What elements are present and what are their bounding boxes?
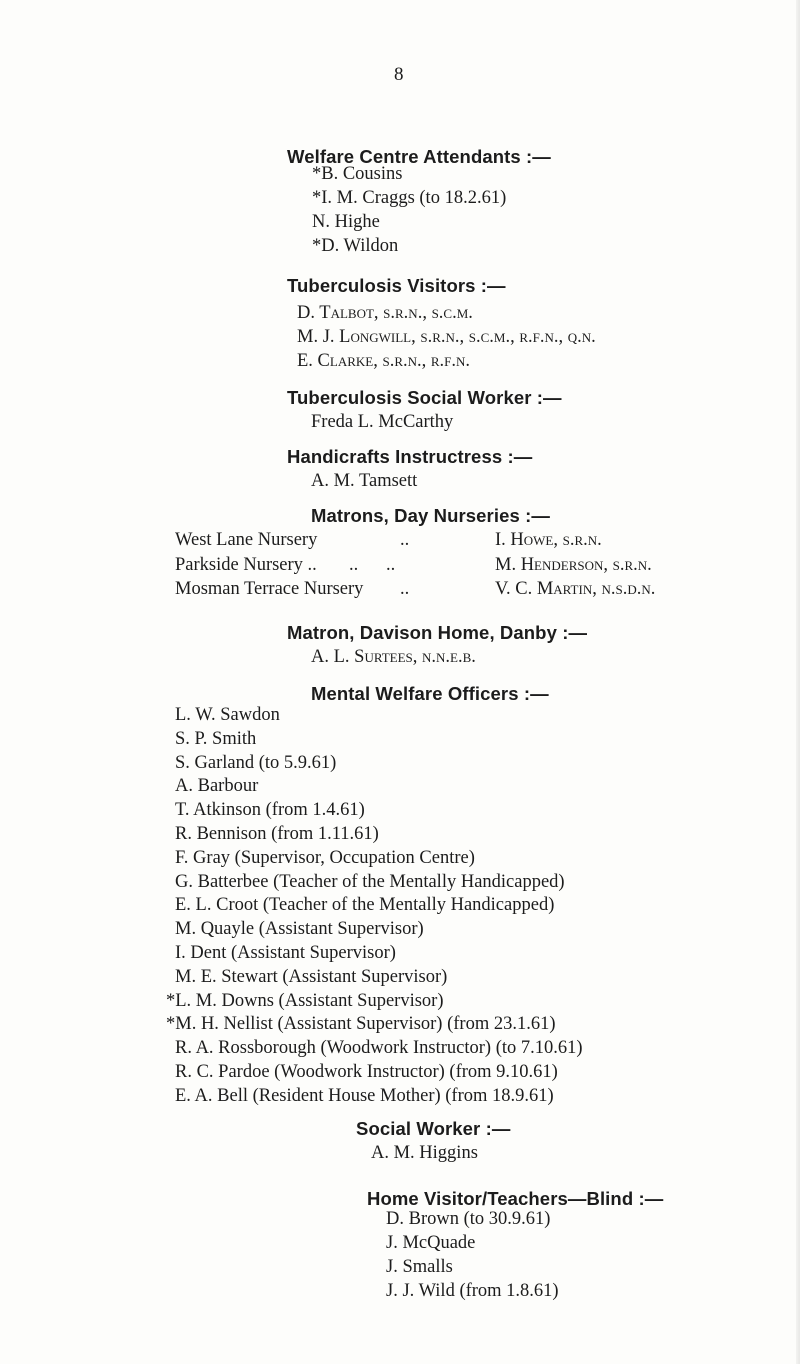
- mental-welfare-list: [166, 704, 583, 1109]
- nursery-person: I. Howe, s.r.n.: [495, 530, 602, 550]
- handicrafts-heading: Handicrafts Instructress :—: [287, 446, 533, 467]
- tb-visitors-list: [297, 301, 596, 373]
- tb-visitors-heading: Tuberculosis Visitors :—: [287, 275, 506, 296]
- list-item: *D. Wildon: [312, 236, 399, 256]
- welfare-centre-list: [312, 162, 506, 258]
- page-edge: [796, 0, 800, 1364]
- list-item: R. C. Pardoe (Woodwork Instructor) (from 9.10.61): [175, 1061, 558, 1082]
- list-item: L. W. Sawdon: [175, 705, 280, 725]
- list-item: *L. M. Downs (Assistant Supervisor): [166, 990, 444, 1011]
- list-item: E. A. Bell (Resident House Mother) (from 18.9.61): [175, 1085, 554, 1106]
- list-item: J. J. Wild (from 1.8.61): [386, 1281, 559, 1301]
- list-item: D. Talbot, s.r.n., s.c.m.: [297, 303, 473, 323]
- nursery-place: West Lane Nursery: [175, 530, 318, 550]
- matrons-heading: Matrons, Day Nurseries :—: [311, 505, 550, 526]
- nursery-person: V. C. Martin, n.s.d.n.: [495, 579, 656, 599]
- handicrafts-name: A. M. Tamsett: [311, 471, 418, 491]
- list-item: N. Highe: [312, 212, 380, 232]
- list-item: M. E. Stewart (Assistant Supervisor): [175, 966, 448, 987]
- list-item: *B. Cousins: [312, 164, 403, 184]
- list-item: *I. M. Craggs (to 18.2.61): [312, 188, 507, 208]
- page-number: 8: [394, 64, 404, 85]
- list-item: R. Bennison (from 1.11.61): [175, 823, 379, 844]
- davison-home-name: A. L. Surtees, n.n.e.b.: [311, 647, 476, 667]
- nursery-place: Mosman Terrace Nursery: [175, 579, 364, 599]
- list-item: R. A. Rossborough (Woodwork Instructor) (to 7.10.61): [175, 1038, 583, 1059]
- list-item: M. J. Longwill, s.r.n., s.c.m., r.f.n., q.n.: [297, 327, 596, 347]
- list-item: *M. H. Nellist (Assistant Supervisor) (from 23.1.61): [166, 1014, 556, 1035]
- social-worker-heading: Social Worker :—: [356, 1118, 511, 1139]
- list-item: S. Garland (to 5.9.61): [175, 752, 337, 773]
- list-item: G. Batterbee (Teacher of the Mentally Handicapped): [175, 871, 565, 892]
- mental-welfare-heading: Mental Welfare Officers :—: [311, 683, 549, 704]
- list-item: I. Dent (Assistant Supervisor): [175, 942, 396, 963]
- list-item: T. Atkinson (from 1.4.61): [175, 800, 365, 821]
- tb-social-worker-name: Freda L. McCarthy: [311, 412, 454, 432]
- blind-list: [386, 1207, 559, 1303]
- list-item: J. Smalls: [386, 1257, 453, 1277]
- nursery-dots: ..: [400, 530, 410, 550]
- nursery-dots: ..: [400, 579, 410, 599]
- nursery-dots: .. ..: [349, 555, 396, 575]
- nursery-place: Parkside Nursery ..: [175, 555, 317, 575]
- welfare-centre-heading: Welfare Centre Attendants :—: [287, 146, 551, 167]
- list-item: A. Barbour: [175, 776, 259, 797]
- list-item: S. P. Smith: [175, 728, 257, 749]
- list-item: D. Brown (to 30.9.61): [386, 1209, 551, 1229]
- list-item: E. L. Croot (Teacher of the Mentally Handicapped): [175, 895, 555, 916]
- list-item: F. Gray (Supervisor, Occupation Centre): [175, 847, 475, 868]
- nursery-person: M. Henderson, s.r.n.: [495, 555, 652, 575]
- social-worker-name: A. M. Higgins: [371, 1143, 478, 1163]
- list-item: J. McQuade: [386, 1233, 476, 1253]
- blind-heading: Home Visitor/Teachers—Blind :—: [367, 1188, 664, 1209]
- list-item: M. Quayle (Assistant Supervisor): [175, 919, 424, 940]
- davison-home-heading: Matron, Davison Home, Danby :—: [287, 622, 588, 643]
- tb-social-worker-heading: Tuberculosis Social Worker :—: [287, 387, 562, 408]
- list-item: E. Clarke, s.r.n., r.f.n.: [297, 351, 471, 371]
